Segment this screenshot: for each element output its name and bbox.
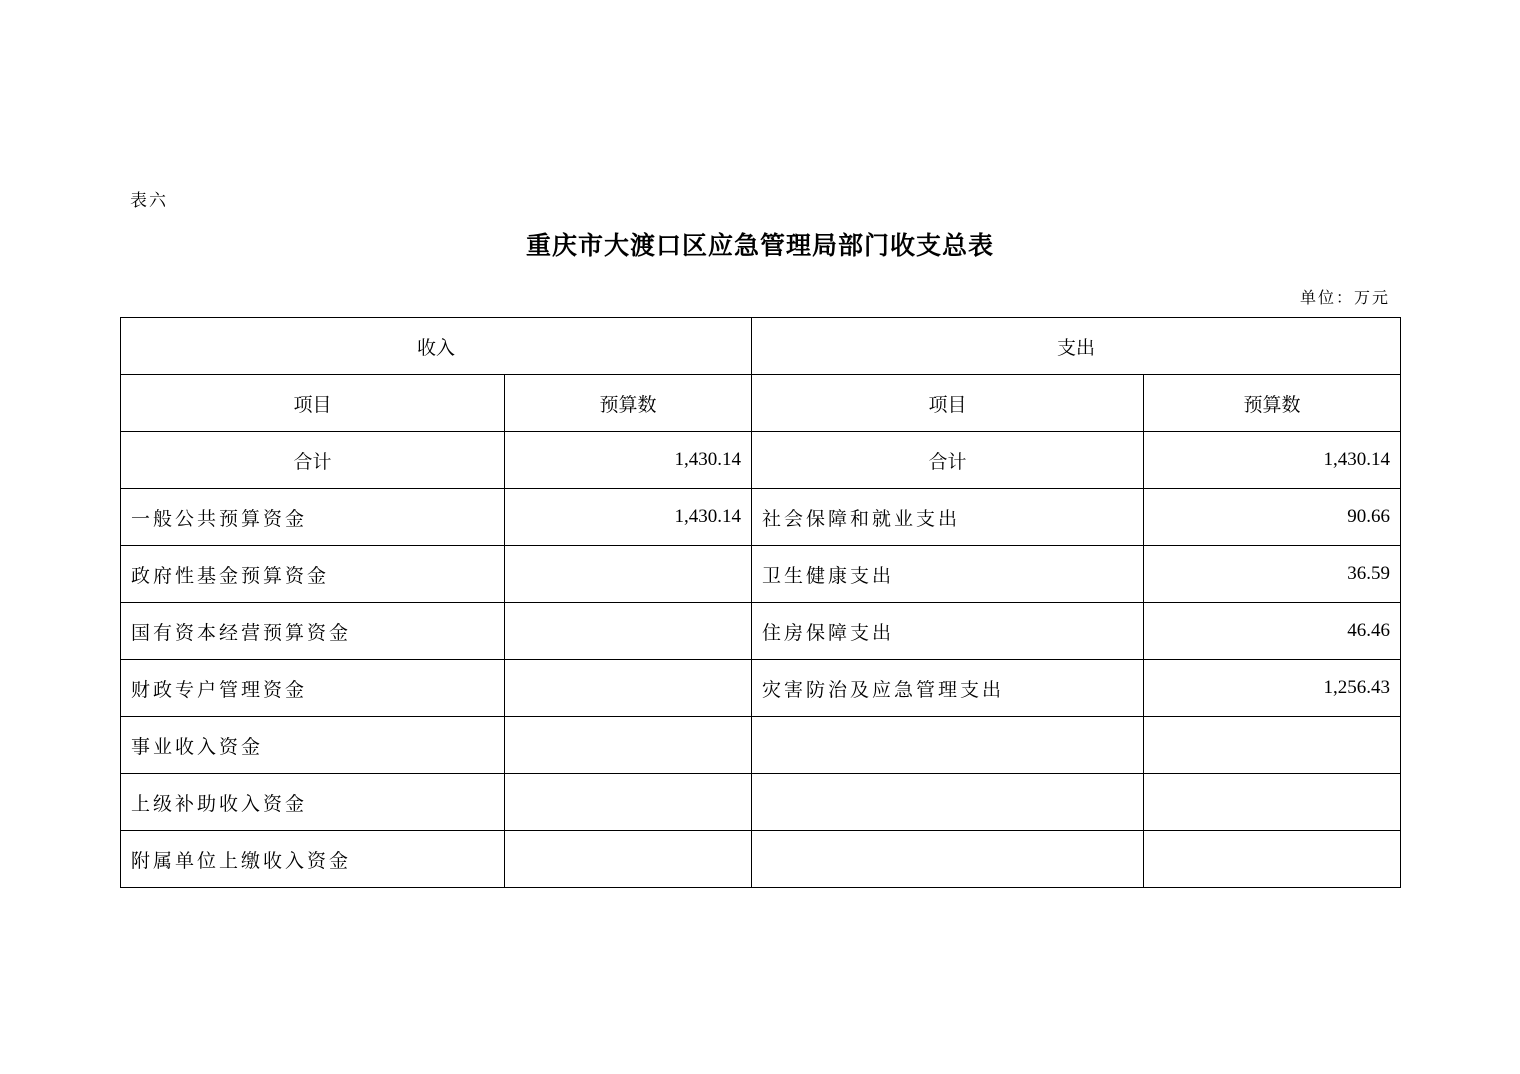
income-item-header: 项目	[121, 375, 505, 432]
table-number: 表六	[130, 191, 168, 211]
table-row	[121, 660, 1401, 717]
expense-item: 住房保障支出	[752, 603, 1144, 660]
expense-item: 灾害防治及应急管理支出	[752, 660, 1144, 717]
income-value	[505, 831, 752, 888]
table-row	[121, 489, 1401, 546]
expense-value: 90.66	[1144, 489, 1401, 546]
table-row	[121, 603, 1401, 660]
income-item: 财政专户管理资金	[121, 660, 505, 717]
expense-item: 社会保障和就业支出	[752, 489, 1144, 546]
income-value	[505, 660, 752, 717]
table-row	[121, 717, 1401, 774]
expense-value	[1144, 717, 1401, 774]
income-value: 1,430.14	[505, 489, 752, 546]
expense-budget-header: 预算数	[1144, 375, 1401, 432]
income-total-value: 1,430.14	[505, 432, 752, 489]
expense-total-value: 1,430.14	[1144, 432, 1401, 489]
expense-value: 46.46	[1144, 603, 1401, 660]
income-item: 事业收入资金	[121, 717, 505, 774]
income-item: 一般公共预算资金	[121, 489, 505, 546]
header-row-sections	[121, 318, 1401, 375]
income-value	[505, 546, 752, 603]
income-item: 上级补助收入资金	[121, 774, 505, 831]
expense-total-label: 合计	[752, 432, 1144, 489]
table-row	[121, 546, 1401, 603]
expense-value	[1144, 831, 1401, 888]
unit-label: 单位：万元	[1299, 288, 1390, 307]
expense-value: 1,256.43	[1144, 660, 1401, 717]
expense-item	[752, 717, 1144, 774]
expense-item	[752, 831, 1144, 888]
income-item: 政府性基金预算资金	[121, 546, 505, 603]
expense-section-header: 支出	[752, 318, 1401, 375]
expense-value: 36.59	[1144, 546, 1401, 603]
income-section-header: 收入	[121, 318, 752, 375]
total-row	[121, 432, 1401, 489]
header-row-columns	[121, 375, 1401, 432]
expense-item	[752, 774, 1144, 831]
page-title: 重庆市大渡口区应急管理局部门收支总表	[525, 231, 994, 260]
table-row	[121, 831, 1401, 888]
budget-table	[120, 317, 1401, 888]
table-row	[121, 774, 1401, 831]
income-value	[505, 603, 752, 660]
income-value	[505, 717, 752, 774]
income-value	[505, 774, 752, 831]
income-total-label: 合计	[121, 432, 505, 489]
income-item: 附属单位上缴收入资金	[121, 831, 505, 888]
expense-value	[1144, 774, 1401, 831]
income-budget-header: 预算数	[505, 375, 752, 432]
expense-item-header: 项目	[752, 375, 1144, 432]
expense-item: 卫生健康支出	[752, 546, 1144, 603]
income-item: 国有资本经营预算资金	[121, 603, 505, 660]
